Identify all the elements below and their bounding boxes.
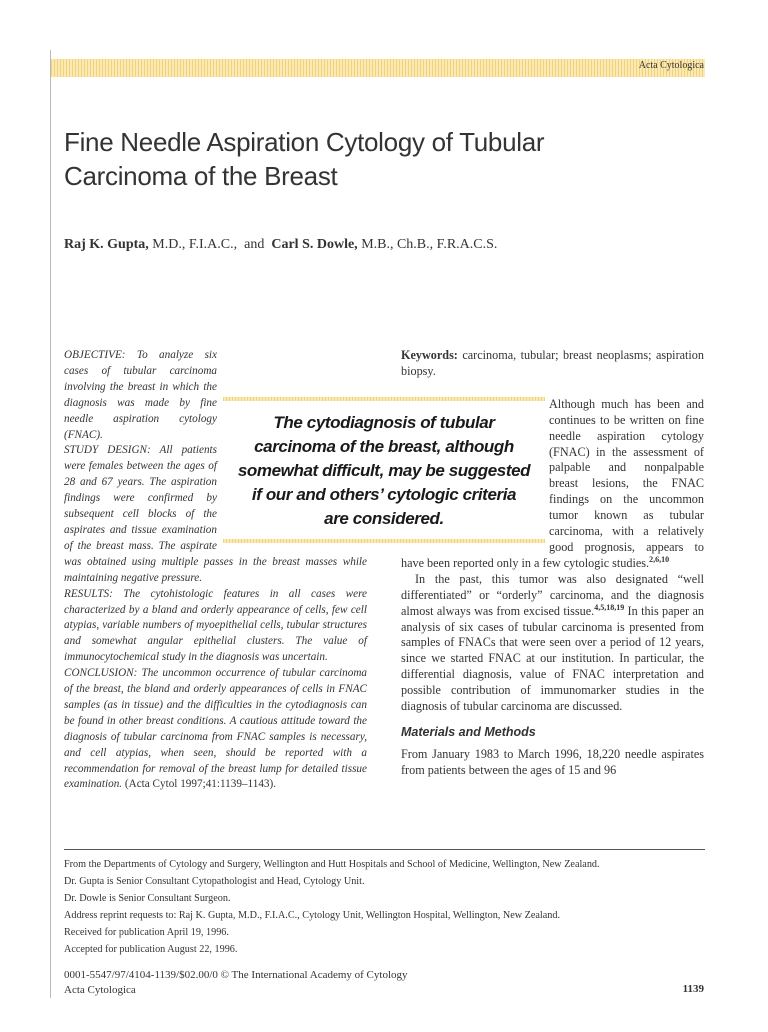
issn-line: 0001-5547/97/4104-1139/$02.00/0 © The International Academy of Cytology [64, 969, 408, 981]
page-number: 1139 [682, 983, 704, 995]
margin-rule [50, 50, 51, 998]
pullquote-top-rule [223, 397, 545, 401]
footnote-received: Received for publication April 19, 1996. [64, 927, 229, 938]
pullquote-line-1: The cytodiagnosis of tubular [273, 413, 495, 432]
footnote-accepted: Accepted for publication August 22, 1996. [64, 944, 238, 955]
author-2-degrees: M.B., Ch.B., F.R.A.C.S. [361, 237, 498, 252]
footer-divider [64, 849, 705, 850]
pullquote-line-3: somewhat difficult, may be suggested [237, 461, 531, 480]
pullquote-line-2: carcinoma of the breast, although [254, 437, 514, 456]
pullquote-text [223, 411, 545, 531]
intro-text-2b: In this paper an analysis of six cases of tubular carcinoma is presented from samples of FNACs that were seen over a period of 12 years, since we started FNAC at our institution. In particular, the differential diagnosis, value of FNAC interpretation and possible contribution of immunomarker studies in the diagnosis of tubular carcinoma are discussed. [401, 603, 704, 714]
intro-paragraph-2 [401, 572, 704, 715]
footnote-author-2: Dr. Dowle is Senior Consultant Surgeon. [64, 893, 231, 904]
abstract-objective: OBJECTIVE: To analyze six cases of tubular carcinoma involving the breast in which the diagnosis was made by fine needle aspiration cytology (FNAC). [64, 349, 217, 441]
abstract-conclusion: CONCLUSION: The uncommon occurrence of tubular carcinoma of the breast, the bland and orderly appearances of cells in FNAC samples (as in tissue) and the difficulties in the cytodiagnosis can be found in other breast conditions. A cautious attitude toward the diagnosis of tubular carcinoma from FNAC samples is necessary, and cell atypias, when seen, should be reported with a recommendation for removal of the breast lump for detailed tissue examination. [64, 667, 367, 791]
abstract-conclusion-block [64, 666, 367, 793]
intro-refs-2: 4,5,18,19 [594, 602, 625, 612]
author-conjunction: and [244, 237, 265, 252]
footnote-reprint: Address reprint requests to: Raj K. Gupta, M.D., F.I.A.C., Cytology Unit, Wellington Hospital, Wellington, New Zealand. [64, 910, 561, 921]
issn-block [64, 968, 408, 998]
abstract-study-design: STUDY DESIGN: All patients were females between the ages of 28 and 67 years. The aspiration findings were confirmed by subsequent cell blocks of the aspirates and tissue examination of the breast mass. The aspirate was obtained using multiple passes in the breast masses while maintaining negative pressure. [64, 444, 367, 584]
footnote-author-1: Dr. Gupta is Senior Consultant Cytopathologist and Head, Cytology Unit. [64, 876, 365, 887]
article-title [64, 125, 704, 193]
keywords-text: carcinoma, tubular; breast neoplasms; aspiration biopsy. [401, 348, 704, 378]
keywords [401, 348, 704, 380]
running-header-journal: Acta Cytologica [638, 60, 704, 71]
abstract-results: RESULTS: The cytohistologic features in all cases were characterized by a bland and orderly appearance of cells, few cell atypias, variable numbers of myoepithelial cells, tubular structures and somewhat angular epithelial clusters. The value of immunocytochemical study in the diagnosis was uncertain. [64, 587, 367, 664]
intro-text-2a: In the past, this tumor was also designated “well differentiated” or “orderly” carcinoma, and the diagnosis almost always was from excised tissue. [401, 571, 704, 618]
keywords-label: Keywords: [401, 348, 458, 362]
methods-text: From January 1983 to March 1996, 18,220 needle aspirates from patients between the ages of 15 and 96 [401, 746, 704, 777]
author-2-name: Carl S. Dowle, [271, 237, 358, 252]
pullquote-bottom-rule [223, 539, 545, 543]
title-line-1: Fine Needle Aspiration Cytology of Tubular [64, 127, 545, 157]
methods-heading: Materials and Methods [401, 724, 536, 739]
intro-refs-1: 2,6,10 [649, 554, 670, 564]
author-line [64, 237, 704, 253]
footer-journal: Acta Cytologica [64, 984, 136, 996]
author-1-degrees: M.D., F.I.A.C., [152, 237, 238, 252]
footnotes [64, 856, 705, 958]
author-1-name: Raj K. Gupta, [64, 237, 149, 252]
pullquote [223, 397, 545, 543]
abstract-citation: (Acta Cytol 1997;41:1139–1143). [124, 778, 277, 791]
pullquote-line-4: if our and others’ cytologic criteria [251, 485, 517, 504]
header-banner [51, 59, 705, 77]
footnote-affiliation: From the Departments of Cytology and Surgery, Wellington and Hutt Hospitals and School of Medicine, Wellington, New Zealand. [64, 859, 600, 870]
title-line-2: Carcinoma of the Breast [64, 161, 338, 191]
intro-text-1: Although much has been and continues to be written on fine needle aspiration cytology (FNAC) in the assessment of palpable and nonpalpable breast lesions, the FNAC findings on the uncommon tumor known as tubular carcinoma, with a relatively good prognosis, appears to have been reported only in a few cytologic studies. [401, 396, 704, 570]
pullquote-line-5: are considered. [324, 509, 444, 528]
